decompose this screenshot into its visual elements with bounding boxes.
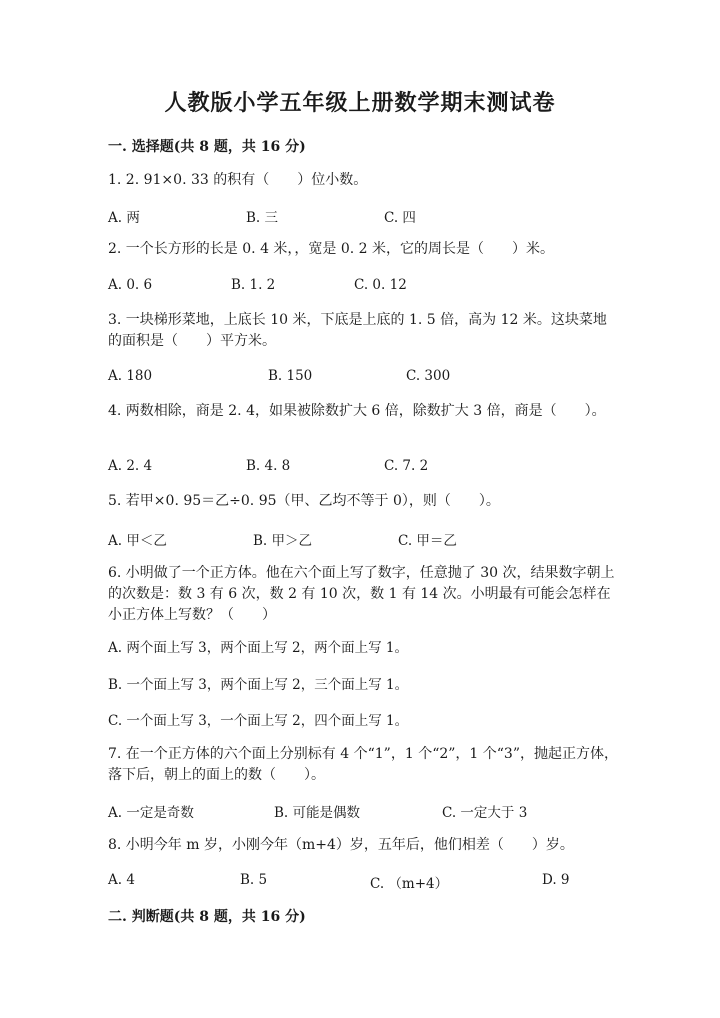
option-c: C. 0. 12 xyxy=(354,277,407,293)
question-6: 6. 小明做了一个正方体。他在六个面上写了数字，任意抛了 30 次，结果数字朝上的次数是：数 3 有 6 次，数 2 有 10 次，数 1 有 14 次。小明最有可能会怎样在小正方体上写数？（ ） xyxy=(108,565,615,623)
page-title: 人教版小学五年级上册数学期末测试卷 xyxy=(164,90,556,116)
option-a: A. 一定是奇数 xyxy=(108,805,194,821)
option-d: D. 9 xyxy=(542,872,570,888)
question-5-options xyxy=(108,529,628,549)
question-7-options xyxy=(108,801,628,821)
option-b: B. 1. 2 xyxy=(231,277,276,293)
option-b: B. 5 xyxy=(240,872,268,888)
option-b: B. 可能是偶数 xyxy=(274,805,361,821)
question-3-options xyxy=(108,368,628,388)
option-c: C. 一定大于 3 xyxy=(442,805,528,821)
question-8: 8. 小明今年 m 岁，小刚今年（m+4）岁，五年后，他们相差（ ）岁。 xyxy=(108,837,574,853)
option-c: C. 7. 2 xyxy=(384,458,429,474)
option-b: B. 4. 8 xyxy=(246,458,291,474)
option-b: B. 150 xyxy=(268,368,313,384)
option-a: A. 0. 6 xyxy=(108,277,153,293)
option-a: A. 4 xyxy=(108,872,135,888)
option-c: C. 300 xyxy=(406,368,451,384)
option-c: C. 甲＝乙 xyxy=(398,533,457,549)
question-5: 5. 若甲×0. 95＝乙÷0. 95（甲、乙均不等于 0），则（ ）。 xyxy=(108,493,500,509)
option-c: C. 四 xyxy=(384,210,416,226)
option-a: A. 甲＜乙 xyxy=(108,533,167,549)
option-a: A. 两 xyxy=(108,210,140,226)
question-1: 1. 2. 91×0. 33 的积有（ ）位小数。 xyxy=(108,172,368,188)
section-heading-judgment: 二. 判断题(共 8 题，共 16 分) xyxy=(108,909,306,925)
question-4-options xyxy=(108,458,628,478)
question-8-options xyxy=(108,872,628,892)
option-a: A. 2. 4 xyxy=(108,458,153,474)
section-heading-choice: 一. 选择题(共 8 题，共 16 分) xyxy=(108,139,306,155)
question-3: 3. 一块梯形菜地，上底长 10 米，下底是上底的 1. 5 倍，高为 12 米。这块菜地的面积是（ ）平方米。 xyxy=(108,312,607,349)
question-2: 2. 一个长方形的长是 0. 4 米，，宽是 0. 2 米，它的周长是（ ）米。 xyxy=(108,241,555,257)
question-6-option-a: A. 两个面上写 3，两个面上写 2，两个面上写 1。 xyxy=(108,640,408,656)
option-a: A. 180 xyxy=(108,368,153,384)
question-6-option-b: B. 一个面上写 3，两个面上写 2，三个面上写 1。 xyxy=(108,677,409,693)
question-7: 7. 在一个正方体的六个面上分别标有 4 个“1”，1 个“2”，1 个“3”，抛起正方体，落下后，朝上的面上的数（ ）。 xyxy=(108,746,618,783)
question-4: 4. 两数相除，商是 2. 4，如果被除数扩大 6 倍，除数扩大 3 倍，商是（ ）。 xyxy=(108,403,606,419)
option-b: B. 甲＞乙 xyxy=(253,533,313,549)
option-c: C. （m+4） xyxy=(370,876,449,892)
question-2-options xyxy=(108,277,628,297)
option-b: B. 三 xyxy=(246,210,279,226)
question-1-options xyxy=(108,206,628,226)
question-6-option-c: C. 一个面上写 3，一个面上写 2，四个面上写 1。 xyxy=(108,713,409,729)
